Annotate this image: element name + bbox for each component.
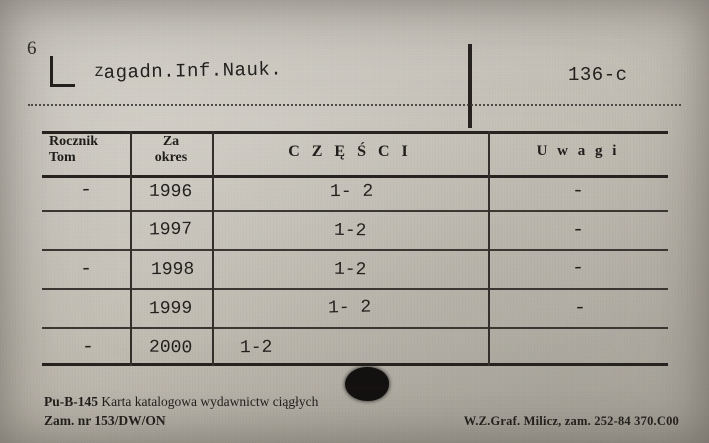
table-top-rule <box>42 131 668 134</box>
table-header-rule <box>42 175 668 178</box>
column-header-uwagi: U w a g i <box>536 143 620 159</box>
card-code: 136-c <box>568 64 628 86</box>
card-title <box>95 58 283 84</box>
header-vertical-divider <box>468 44 472 128</box>
cell-uwagi <box>488 289 668 328</box>
cell-okres <box>130 289 212 328</box>
table-bottom-rule <box>42 363 668 366</box>
table-column-divider-1 <box>130 131 132 366</box>
column-header-za-okres-line1: Za <box>162 134 180 149</box>
table-row <box>42 173 668 211</box>
column-header-za-okres <box>130 131 212 173</box>
card-title-lead: Z <box>94 64 104 82</box>
cell-uwagi <box>488 173 668 211</box>
cell-czesci-value: 1-2 <box>333 220 367 241</box>
table-header-row <box>42 131 668 173</box>
card-footer <box>44 394 679 429</box>
cell-okres <box>130 250 212 289</box>
corner-bracket-mark <box>50 56 75 87</box>
footer-form-line <box>44 394 679 410</box>
cell-czesci-value: 1-2 <box>333 259 367 280</box>
card-title-rest: agadn.Inf.Nauk. <box>103 58 283 84</box>
cell-czesci-value: 1- 2 <box>330 181 374 202</box>
cell-uwagi <box>488 250 668 289</box>
column-header-rocznik <box>42 131 130 173</box>
table-row <box>42 250 668 289</box>
table-row <box>42 328 668 366</box>
cell-okres-value: 2000 <box>149 337 193 358</box>
cell-rocznik <box>42 211 130 250</box>
cell-rocznik-value: - <box>79 257 93 282</box>
footer-second-line <box>44 413 679 429</box>
cell-okres <box>130 173 212 211</box>
column-header-za-okres-line2: okres <box>154 150 188 165</box>
cell-uwagi <box>488 211 668 250</box>
cell-okres <box>130 328 212 366</box>
cell-uwagi-value: - <box>571 179 585 204</box>
footer-printer-info: W.Z.Graf. Milicz, zam. 252-84 370.C00 <box>463 414 679 428</box>
cell-rocznik-value: - <box>81 335 95 360</box>
header-dotted-rule <box>28 104 681 106</box>
cell-czesci <box>212 289 488 328</box>
cell-uwagi-value: - <box>571 256 585 281</box>
table-column-divider-2 <box>212 131 214 366</box>
cell-okres-value: 1998 <box>151 259 195 280</box>
table-row <box>42 211 668 250</box>
cell-czesci <box>212 328 488 366</box>
cell-okres <box>130 211 212 250</box>
cell-rocznik <box>42 173 130 211</box>
column-header-czesci: C Z Ę Ś C I <box>288 143 412 160</box>
table-column-divider-3 <box>488 131 490 366</box>
column-header-rocznik-line2: Tom <box>49 150 76 165</box>
cell-czesci <box>212 173 488 211</box>
cell-uwagi <box>488 328 668 366</box>
cell-uwagi-value: - <box>571 218 585 243</box>
cell-uwagi-value: - <box>573 296 587 321</box>
table-row <box>42 289 668 328</box>
footer-order-number: Zam. nr 153/DW/ON <box>44 413 166 428</box>
column-header-rocznik-line1: Rocznik <box>49 134 98 149</box>
cell-czesci <box>212 250 488 289</box>
cell-czesci <box>212 211 488 250</box>
footer-form-code: Pu-B-145 <box>44 394 98 409</box>
cell-okres-value: 1999 <box>149 298 193 319</box>
cell-okres-value: 1996 <box>149 181 193 202</box>
corner-number: 6 <box>27 38 37 59</box>
cell-czesci-value: 1- 2 <box>328 297 372 318</box>
cell-rocznik <box>42 250 130 289</box>
footer-form-title: Karta katalogowa wydawnictw ciągłych <box>101 394 319 409</box>
cell-czesci-value: 1-2 <box>239 337 273 358</box>
cell-okres-value: 1997 <box>149 219 193 240</box>
cell-rocznik <box>42 328 130 366</box>
catalog-table <box>42 131 668 366</box>
cell-rocznik-value: - <box>79 178 93 203</box>
cell-rocznik <box>42 289 130 328</box>
